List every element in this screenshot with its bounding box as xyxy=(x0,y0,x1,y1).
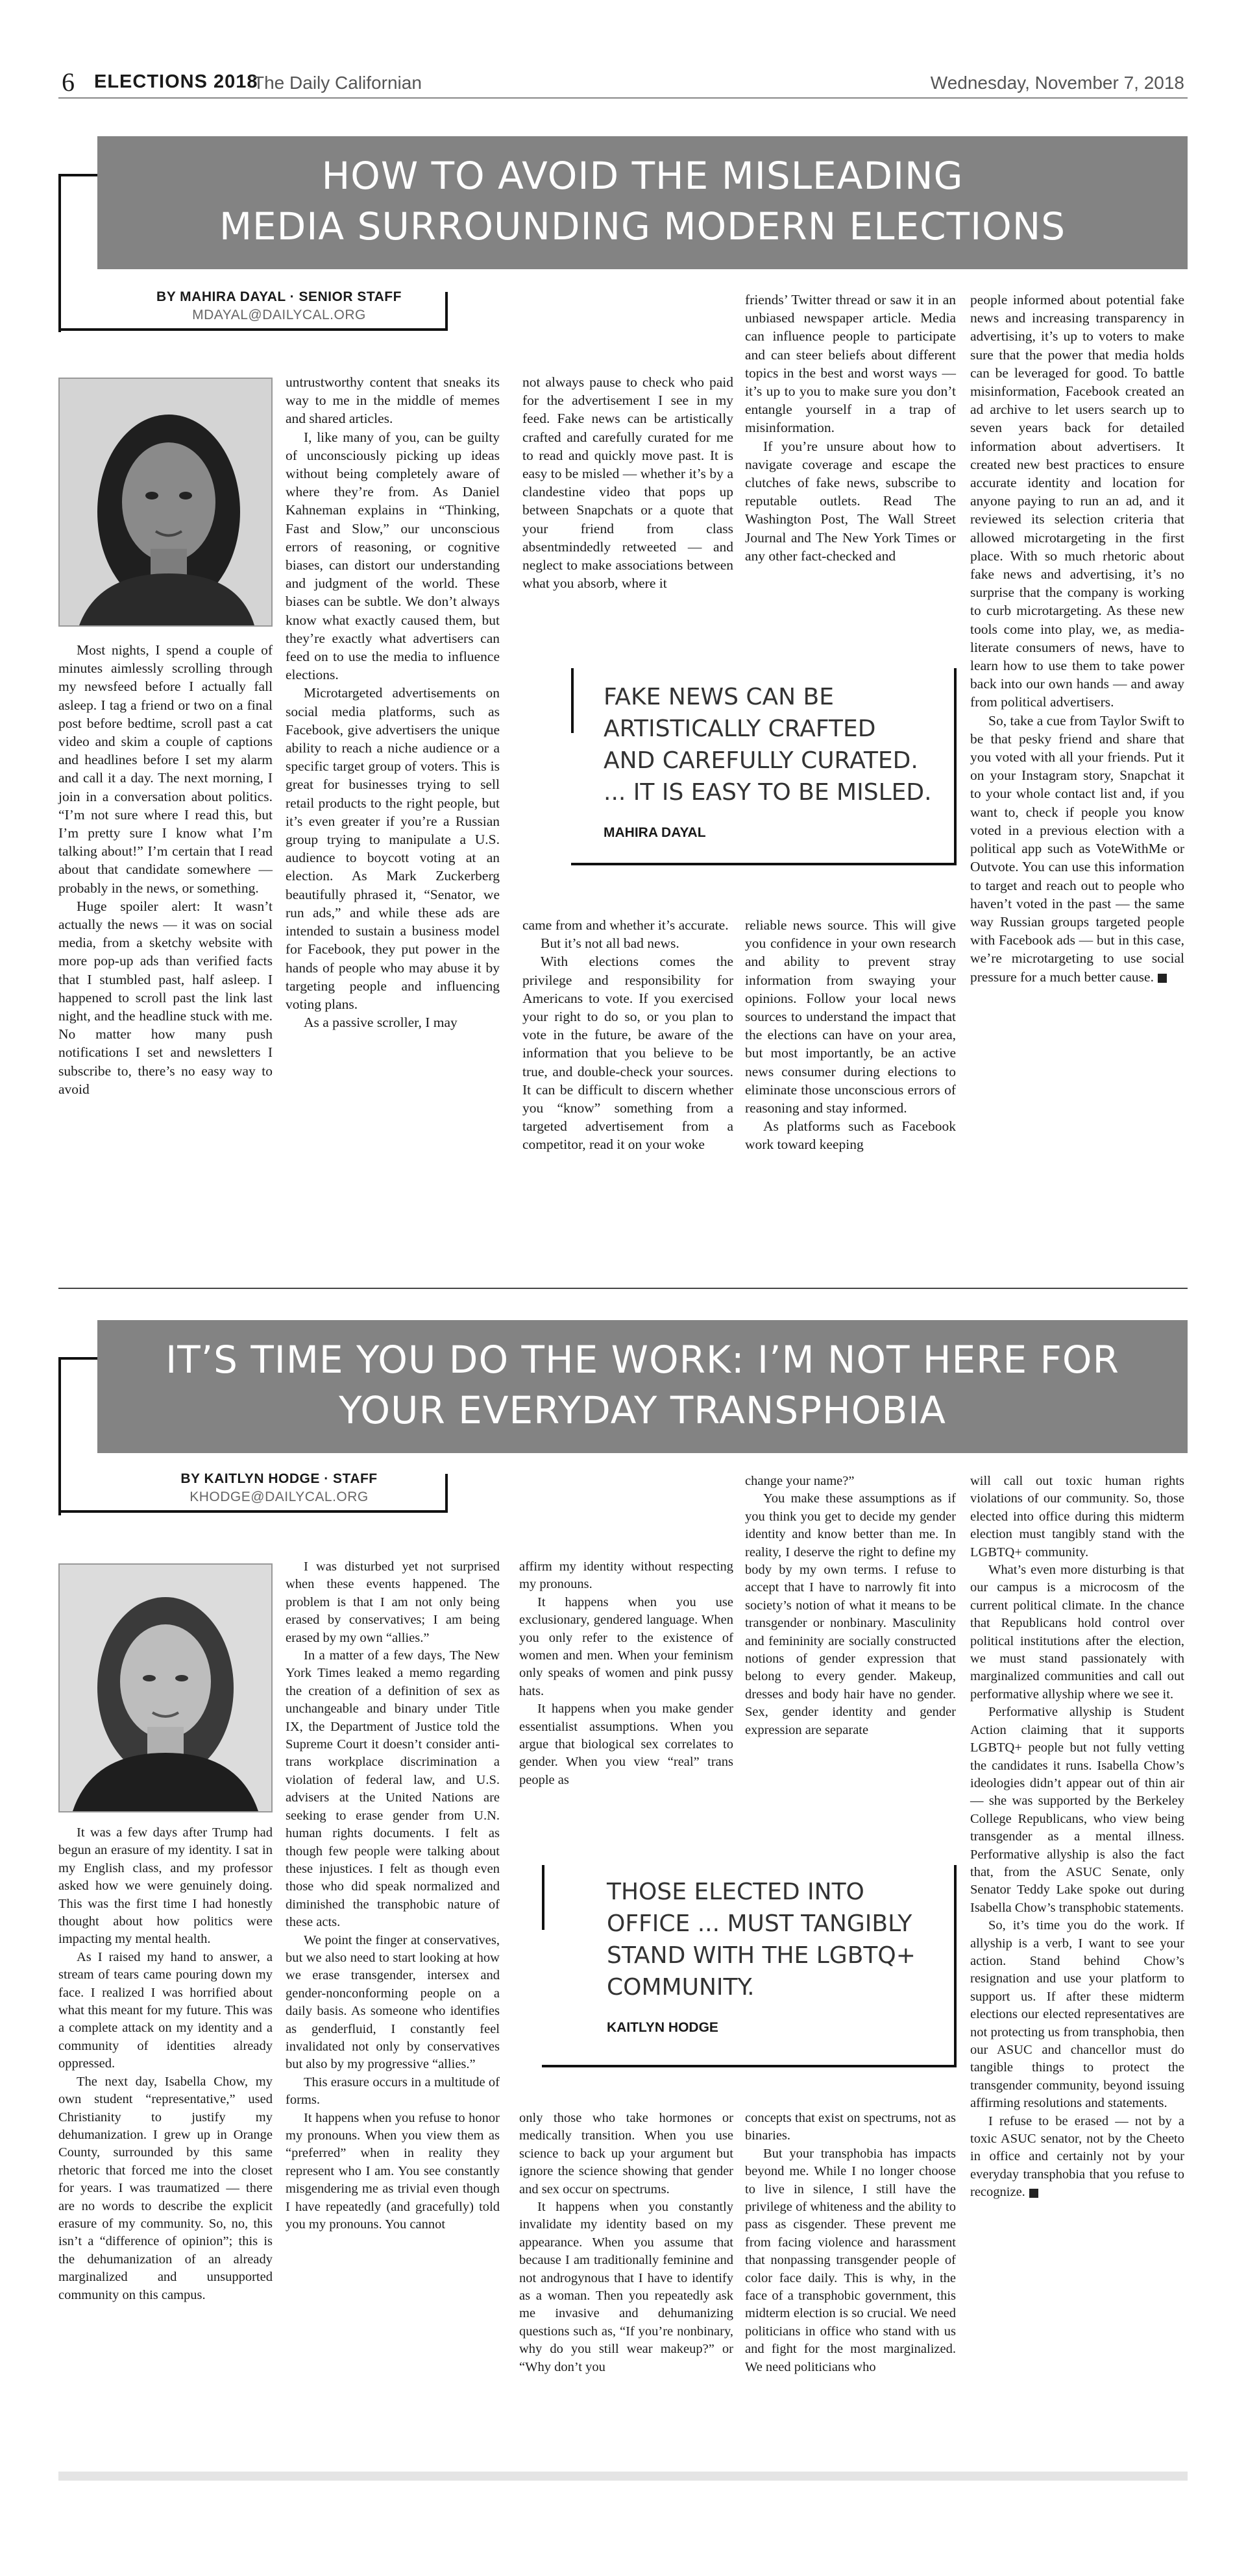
article1-paragraph: untrustworthy content that sneaks its way to me in the middle of memes and shared articles. xyxy=(286,374,500,427)
pullquote-line: AND CAREFULLY CURATED. xyxy=(604,747,918,774)
article2-author-email[interactable]: KHODGE@DAILYCAL.ORG xyxy=(189,1489,369,1504)
article1-paragraph: reliable news source. This will give you confidence in your own research and ability to prevent stray information from swaying your opinions. Follow your local news sources to understand the impact that the elections can have on your area, but most importantly, be an active news consumer during elections to eliminate those unconscious errors of reasoning and stay informed. xyxy=(745,917,956,1116)
article1-paragraph: friends’ Twitter thread or saw it in an unbiased newspaper article. Media can influence people to participate and can steer beliefs about different topics in the best and worst ways — it’s up to you to make sure you don’t entangle yourself in a trap of misinformation. xyxy=(745,292,956,436)
article2-paragraph: It happens when you make gender essentialist assumptions. When you argue that biological sex correlates to gender. When you view “real” trans people as xyxy=(519,1702,733,1787)
pullquote-line: FAKE NEWS CAN BE xyxy=(604,684,834,710)
article2-paragraph: What’s even more disturbing is that our campus is a microcosm of the current political climate. In the chance that Republicans hold control over political institutions after the election, we must stand passionately with marginalized communities and call out performative allyship where we see it. xyxy=(970,1563,1184,1702)
article1-column-4-bottom xyxy=(745,916,956,1154)
article2-paragraph: will call out toxic human rights violations of our community. So, those elected into office during this midterm election must tangibly stand with the LGBTQ+ community. xyxy=(970,1474,1184,1559)
header-rule xyxy=(58,97,1188,99)
article1-pullquote xyxy=(604,681,941,841)
article1-paragraph: As a passive scroller, I may xyxy=(304,1015,458,1031)
article1-paragraph: Microtargeted advertisements on social media platforms, such as Facebook, give advertisers the unique ability to reach a niche audience or a specific target group of voters. This is great for businesses trying to sell retail products to the right people, but it’s even greater if you’re a Russian group trying to manipulate a U.S. audience to boycott voting at an election. As Mark Zuckerberg beautifully phrased it, “Senator, we run ads,” and while these ads are intended to sustain a business model for Facebook, they put power in the hands of people who may abuse it by targeting people and influencing voting plans. xyxy=(286,685,500,1012)
article1-headline-line2: MEDIA SURROUNDING MODERN ELECTIONS xyxy=(219,204,1066,248)
article1-column-2 xyxy=(286,373,500,1031)
article1-paragraph: came from and whether it’s accurate. xyxy=(522,917,729,933)
article1-byline-rule-right xyxy=(445,292,448,331)
article2-paragraph: change your name?” xyxy=(745,1474,855,1488)
article2-column-4-top xyxy=(745,1473,956,1739)
author-portrait-icon xyxy=(60,379,271,625)
article2-column-1 xyxy=(58,1824,273,2304)
article2-paragraph: This erasure occurs in a multitude of forms. xyxy=(286,2075,500,2108)
article1-author-email[interactable]: MDAYAL@DAILYCAL.ORG xyxy=(192,307,366,322)
page-number: 6 xyxy=(62,67,75,97)
article1-column-5 xyxy=(970,291,1184,986)
article1-paragraph: But it’s not all bad news. xyxy=(541,935,679,952)
article2-paragraph: It happens when you refuse to honor my pronouns. When you view them as “preferred” when in reality they represent who I am. You see constantly misgendering me as trivial even though I have repeatedly (and gracefully) told you my pronouns. You cannot xyxy=(286,2110,500,2232)
article1-paragraph: not always pause to check who paid for the advertisement I see in my feed. Fake news can be artistically crafted and carefully curated for me to read and quickly move past. It is easy to be misled — whether it’s by a clandestine video that pops up between Snapchats or a quote that your friend from class absentmindedly retweeted — and neglect to make associations between what you absorb, where it xyxy=(522,374,733,592)
article2-paragraph: So, it’s time you do the work. If allyship is a verb, I want to see your action. Stand behind Chow’s resignation and use your platform to support us. If after these midterm elections our elected representatives are not protecting us from transphobia, then our ASUC and chancellor must do tangible things to protect the transgender community, beyond issuing affirming resolutions and statements. xyxy=(970,1918,1184,2111)
article2-paragraph: But your transphobia has impacts beyond me. While I no longer choose to live in silence, I still have the privilege of whiteness and the ability to pass as cisgender. These prevent me from facing violence and harassment that nonpassing transgender people of color face daily. This is why, in the face of a transphobic government, this midterm election is so crucial. We need politicians in office who stand with us and fight for the most marginalized. We need politicians who xyxy=(745,2146,956,2374)
article1-paragraph: people informed about potential fake news and increasing transparency in advertising, it’s up to voters to make sure that the power that media holds can be leveraged for good. To battle misinformation, Facebook created an ad archive to let users search up to seven years back for detailed information about advertisers. It created new best practices to ensure accurate identity and location for anyone paying to run an ad, and it reviewed its selection criteria that allowed microtargeting in the first place. With so much rhetoric about fake news and advertising, it’s no surprise that the company is working to curb microtargeting. As these new tools come into play, we, as media-literate consumers of news, have to learn how to use them to take power back into our own hands — and away from political advertisers. xyxy=(970,292,1184,710)
article1-paragraph: As platforms such as Facebook work toward keeping xyxy=(745,1118,956,1153)
article1-column-1 xyxy=(58,641,273,1098)
pullquote-line: THOSE ELECTED INTO xyxy=(607,1879,864,1905)
article2-byline: BY KAITLYN HODGE · STAFF xyxy=(180,1471,378,1486)
article-divider xyxy=(58,1288,1188,1289)
article2-paragraph: Performative allyship is Student Action claiming that it supports LGBTQ+ people but not fully vetting the candidates it runs. Isabella Chow’s ideologies didn’t appear out of thin air — she was supported by the Berkeley College Republicans, who view being transgender as a mental illness. Performative allyship is also the fact that, from the ASUC Senate, only Senator Teddy Lake spoke out during Isabella Chow’s transphobic statements. xyxy=(970,1705,1184,1915)
article1-headline-line1: HOW TO AVOID THE MISLEADING xyxy=(321,154,964,198)
article2-paragraph: only those who take hormones or medically transition. When you use science to back up your argument but ignore the science showing that gender and sex occur on spectrums. xyxy=(519,2111,733,2197)
article2-headline-line2: YOUR EVERYDAY TRANSPHOBIA xyxy=(339,1388,946,1432)
publication-name: The Daily Californian xyxy=(253,73,422,93)
article2-column-2 xyxy=(286,1558,500,2233)
article1-paragraph: Most nights, I spend a couple of minutes aimlessly scrolling through my newsfeed before I actually fall asleep. I tag a friend or two on a final post before bedtime, scroll past a cat video and skim a couple of captions and headlines before I set my alarm and call it a day. The next morning, I join in a conversation about politics. “I’m not sure where I read this, but I’m pretty sure I know what I’m talking about!” I’m certain that I read about that candidate somewhere — probably in the news, or something. xyxy=(58,642,273,896)
article1-pullquote-left-rule xyxy=(571,668,574,733)
article1-headline xyxy=(97,136,1188,269)
pullquote-line: STAND WITH THE LGBTQ+ xyxy=(607,1942,916,1969)
pullquote-line: OFFICE ... MUST TANGIBLY xyxy=(607,1910,912,1937)
article2-headline xyxy=(97,1320,1188,1453)
article2-paragraph: I was disturbed yet not surprised when these events happened. The problem is that I am not only being erased by conservatives; I am being erased by my own “allies.” xyxy=(286,1559,500,1645)
article2-author-photo xyxy=(58,1563,273,1812)
issue-date: Wednesday, November 7, 2018 xyxy=(930,73,1184,93)
article1-final-paragraph-text: So, take a cue from Taylor Swift to be that pesky friend and share that you voted with all your friends. Put it on your Instagram story, Snapchat it to your whole contact list and, if you want to, check if people you know voted in a previous election with a political app such as VoteWithMe or Outvote. You can use this information to target and reach out to people who haven’t voted in the past — the same way Russian groups targeted people with Facebook ads — but in this case, we’re microtargeting to use social pressure for a much better cause. xyxy=(970,712,1184,985)
article2-paragraph xyxy=(970,2113,1184,2202)
article2-paragraph: It was a few days after Trump had begun an erasure of my identity. I sat in my English class, and my professor asked how we were genuinely doing. This was the first time I had honestly thought about how politics were impacting my mental health. xyxy=(58,1825,273,1947)
article1-byline-rule xyxy=(58,328,448,331)
article1-column-3-bottom xyxy=(522,916,733,1154)
article2-paragraph: affirm my identity without respecting my pronouns. xyxy=(519,1559,733,1592)
article1-paragraph: If you’re unsure about how to navigate coverage and escape the clutches of fake news, subscribe to reputable outlets. Read The Washington Post, The Wall Street Journal and The New York Times or any other fact-checked and xyxy=(745,438,956,564)
end-of-article-icon xyxy=(1029,2189,1038,2198)
article2-paragraph: It happens when you use exclusionary, gendered language. When you only refer to the existence of women and men. When your feminism only speaks of women and pink pussy hats. xyxy=(519,1595,733,1698)
article2-paragraph: You make these assumptions as if you think you get to decide my gender identity and know better than me. In reality, I deserve the right to define my body by my own terms. I refuse to accept that I have to narrowly fit into society’s notion of what it means to be transgender or nonbinary. Masculinity and femininity are socially constructed notions of gender expression that belong to every gender. Makeup, dresses and body hair have no gender. Sex, gender identity and gender expression are separate xyxy=(745,1491,956,1737)
article2-headline-line1: IT’S TIME YOU DO THE WORK: I’M NOT HERE FOR xyxy=(165,1338,1119,1382)
end-of-article-icon xyxy=(1158,974,1167,983)
article2-paragraph: As I raised my hand to answer, a stream of tears came pouring down my face. I realized I was horrified about what this meant for my future. This was a complete attack on my identity and a community of identities already oppressed. xyxy=(58,1949,273,2071)
article2-final-paragraph-text: I refuse to be erased — not by a toxic ASUC senator, not by the Cheeto in office and certainly not by your everyday transphobia that you refuse to recognize. xyxy=(970,2113,1184,2200)
article2-column-3-top xyxy=(519,1558,733,1789)
article1-paragraph: With elections comes the privilege and responsibility for Americans to vote. If you exercised your right to do so, or you plan to vote in the future, be aware of the information that you believe to be true, and double-check your sources. It can be difficult to discern whether you “know” something from a targeted advertisement from a competitor, read it on your woke xyxy=(522,954,733,1153)
author-portrait-icon xyxy=(60,1565,271,1811)
article2-byline-rule xyxy=(58,1510,448,1513)
article2-paragraph: It happens when you constantly invalidate my identity based on my appearance. When you assume that because I am traditionally feminine and not androgynous that I have to identify as a woman. Then you repeatedly ask me invasive and dehumanizing questions such as, “If you’re nonbinary, why do you still wear makeup?” or “Why don’t you xyxy=(519,2200,733,2374)
article2-column-5 xyxy=(970,1473,1184,2202)
article1-author-photo xyxy=(58,378,273,627)
article2-paragraph: We point the finger at conservatives, but we also need to start looking at how we erase transgender, intersex and gender-nonconforming people on a daily basis. As someone who identifies as genderfluid, I constantly feel invalidated not only by conservatives but also by my progressive “allies.” xyxy=(286,1932,500,2072)
article2-column-4-bottom xyxy=(745,2110,956,2376)
article2-pullquote-left-rule xyxy=(542,1865,544,1930)
article1-paragraph: Huge spoiler alert: It wasn’t actually the news — it was on social media, from a sketchy website with more pop-up ads than verified facts that I stumbled past, half asleep. I happened to scroll past the link last night, and the headline stuck with me. No matter how many push notifications I set and newsletters I subscribe to, there’s no easy way to avoid xyxy=(58,898,273,1097)
article2-byline-rule-right xyxy=(445,1474,448,1513)
article1-byline: BY MAHIRA DAYAL · SENIOR STAFF xyxy=(156,289,402,304)
article2-pullquote xyxy=(607,1876,944,2036)
article1-column-3-top xyxy=(522,373,733,592)
pullquote-line: COMMUNITY. xyxy=(607,1974,755,2001)
article2-paragraph: concepts that exist on spectrums, not as binaries. xyxy=(745,2111,956,2143)
article2-column-3-bottom xyxy=(519,2110,733,2376)
article1-column-4-top xyxy=(745,291,956,565)
article1-paragraph xyxy=(970,712,1184,986)
pullquote-line: ... IT IS EASY TO BE MISLED. xyxy=(604,779,932,806)
pullquote-attribution: MAHIRA DAYAL xyxy=(604,825,706,840)
pullquote-line: ARTISTICALLY CRAFTED xyxy=(604,716,876,742)
pullquote-attribution: KAITLYN HODGE xyxy=(607,2020,718,2035)
article1-paragraph: I, like many of you, can be guilty of unconsciously picking up ideas without being completely aware of where they’re from. As Daniel Kahneman explains in “Thinking, Fast and Slow,” our unconscious errors of reasoning, or cognitive biases, can distort our understanding and judgment of the world. These biases can be subtle. We don’t always know what exactly caused them, but they’re exactly what advertisers can feed on to use the media to influence elections. xyxy=(286,429,500,683)
footer-bar xyxy=(58,2472,1188,2481)
section-name: ELECTIONS 2018 xyxy=(94,71,258,92)
article2-paragraph: The next day, Isabella Chow, my own student “representative,” used Christianity to justify my dehumanization. I grew up in Orange County, surrounded by this same rhetoric that forced me into the closet for years. I was traumatized — there are no words to describe the explicit erasure of my community. So, no, this isn’t a “difference of opinion”; this is the dehumanization of an already marginalized and unsupported community on this campus. xyxy=(58,2074,273,2302)
article2-paragraph: In a matter of a few days, The New York Times leaked a memo regarding the creation of a definition of sex as unchangeable and binary under Title IX, the Department of Justice told the Supreme Court it doesn’t consider anti-trans workplace discrimination a violation of federal law, and U.S. advisers at the United Nations are seeking to erase gender from U.N. human rights documents. I felt as though few people were talking about these injustices. I felt as though even those who did speak normalized and diminished the transphobic nature of these acts. xyxy=(286,1648,500,1930)
